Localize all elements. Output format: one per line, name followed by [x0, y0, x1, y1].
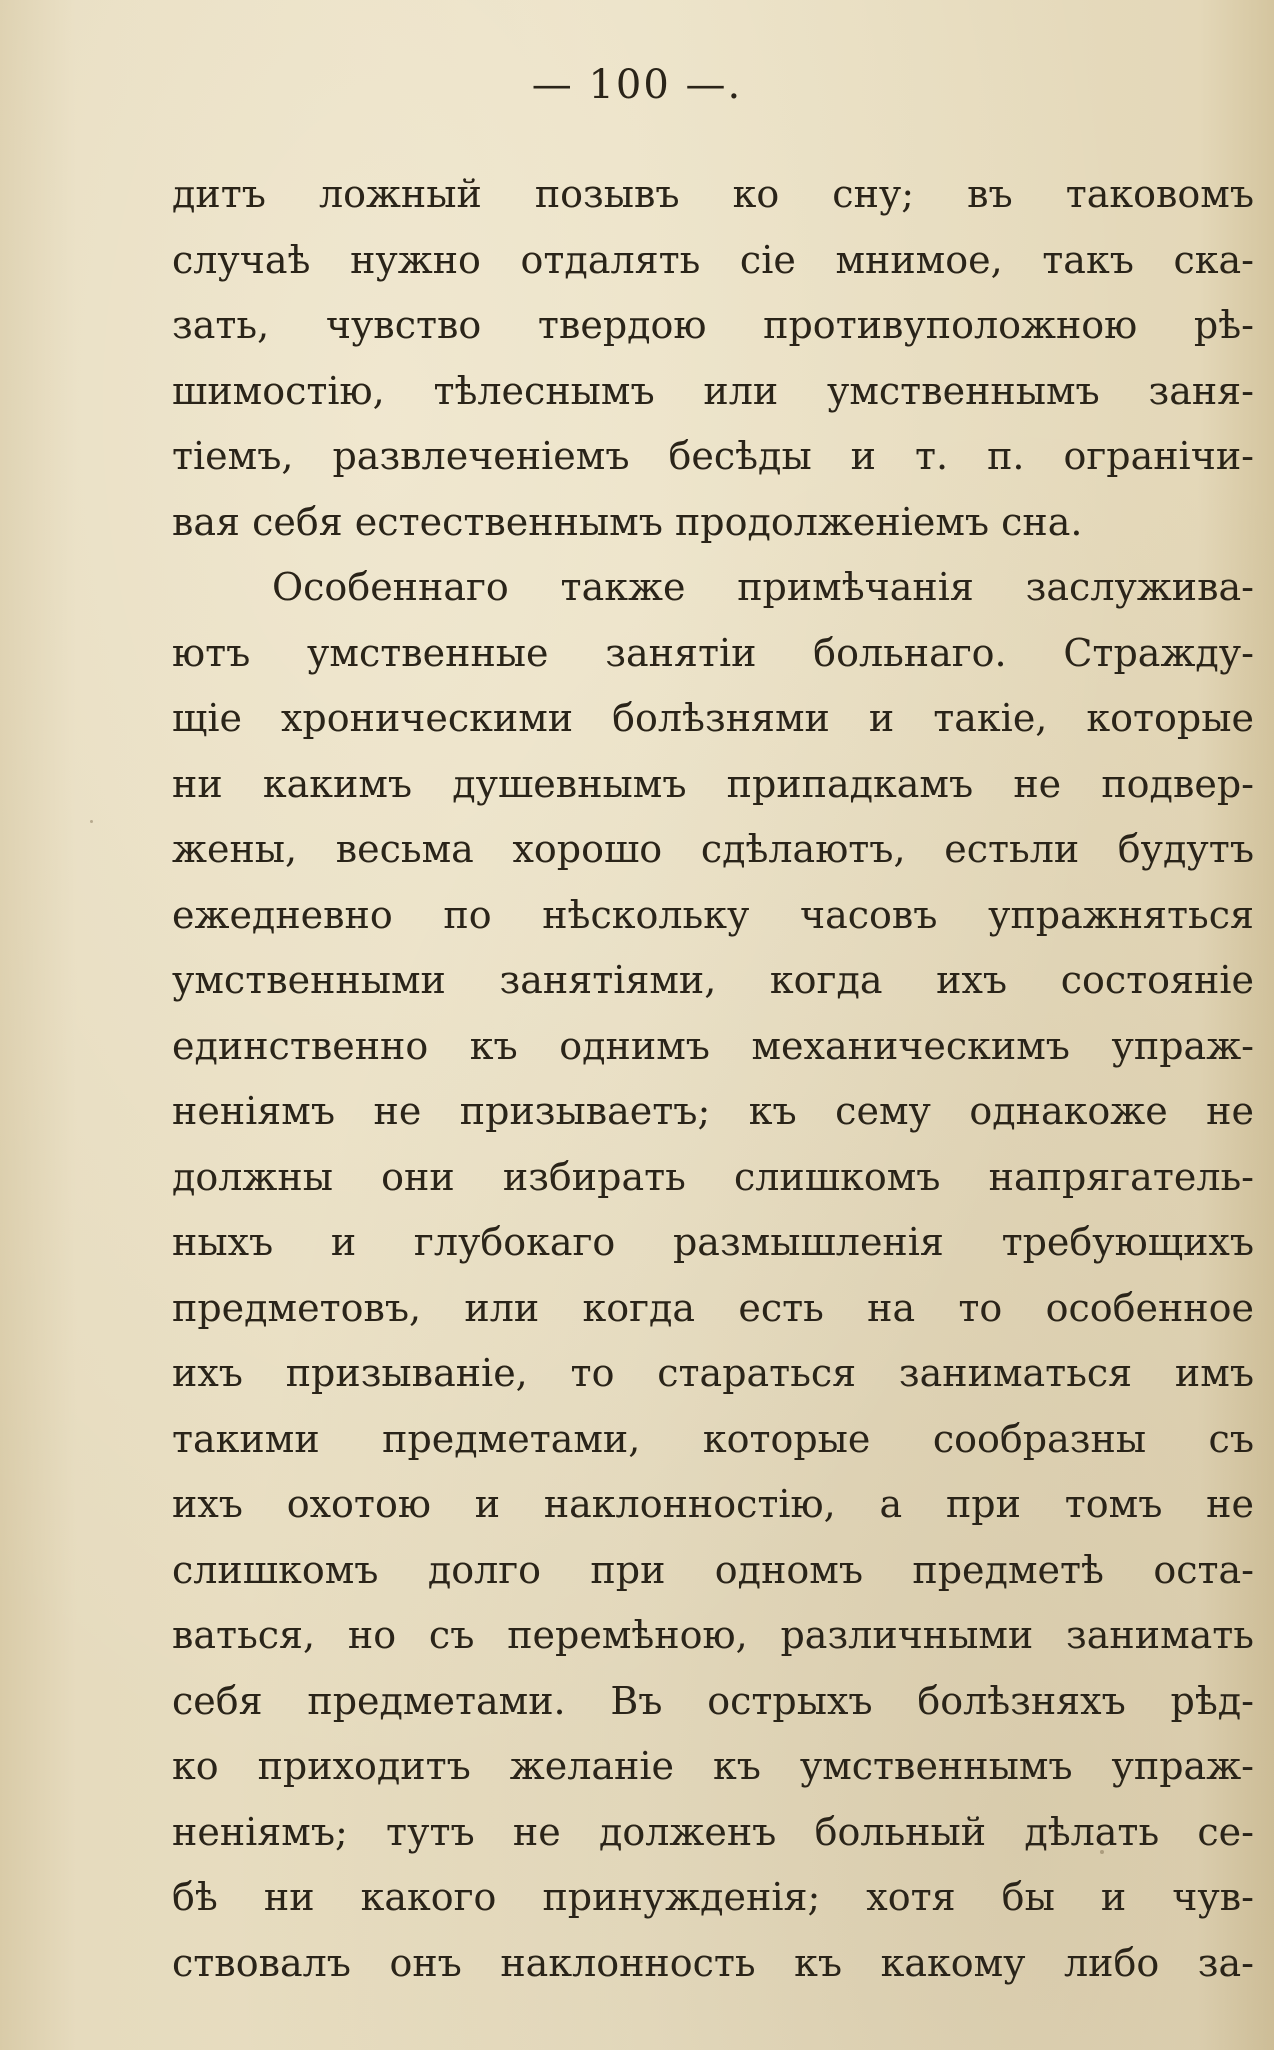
paper-spot	[640, 1960, 643, 1963]
text-line: Особеннаго также примѣчанія заслужива-	[272, 565, 1254, 609]
text-line: жены, весьма хорошо сдѣлаютъ, естьли будутъ	[172, 827, 1254, 871]
text-line: щіе хроническими болѣзнями и такіе, которые	[172, 696, 1254, 740]
text-line: дитъ ложный позывъ ко сну; въ таковомъ	[172, 172, 1254, 216]
text-line: слишкомъ долго при одномъ предметѣ оста-	[172, 1547, 1254, 1592]
text-line: неніямъ; тутъ не долженъ больный дѣлать се-	[172, 1809, 1254, 1854]
text-line: предметовъ, или когда есть на то особенное	[172, 1285, 1254, 1330]
text-line: ежедневно по нѣскольку часовъ упражняться	[172, 892, 1254, 937]
text-line: ныхъ и глубокаго размышленія требующихъ	[172, 1220, 1254, 1264]
text-line: должны они избирать слишкомъ напрягатель-	[172, 1154, 1254, 1199]
text-line: ютъ умственные занятіи больнаго. Стражду-	[172, 630, 1254, 675]
paper-spot	[90, 820, 93, 823]
text-line: ко приходитъ желаніе къ умственнымъ упраж-	[172, 1744, 1254, 1788]
body-text	[172, 162, 1254, 1996]
text-line: такими предметами, которые сообразны съ	[172, 1416, 1254, 1461]
text-line: случаѣ нужно отдалять сіе мнимое, такъ ска-	[172, 237, 1254, 282]
text-line: ни какимъ душевнымъ припадкамъ не подвер-	[172, 761, 1254, 806]
page-number: — 100 —.	[531, 62, 743, 108]
paper-spot	[1100, 1850, 1104, 1854]
text-line: тіемъ, развлеченіемъ бесѣды и т. п. огранічи-	[172, 434, 1254, 478]
text-line: ваться, но съ перемѣною, различными занимать	[172, 1613, 1254, 1657]
text-line: ихъ охотою и наклонностію, а при томъ не	[172, 1482, 1254, 1526]
text-line: ствовалъ онъ наклонность къ какому либо за-	[172, 1940, 1254, 1985]
text-line: зать, чувство твердою противуположною рѣ-	[172, 303, 1254, 347]
text-line: себя предметами. Въ острыхъ болѣзняхъ рѣд-	[172, 1678, 1254, 1723]
text-line: вая себя естественнымъ продолженіемъ сна.	[172, 499, 1083, 544]
text-line: бѣ ни какого принужденія; хотя бы и чув-	[172, 1875, 1254, 1919]
text-line: ихъ призываніе, то стараться заниматься имъ	[172, 1351, 1254, 1395]
text-line: неніямъ не призываетъ; къ сему однакоже не	[172, 1089, 1254, 1133]
text-line: единственно къ однимъ механическимъ упраж-	[172, 1023, 1254, 1068]
text-line: умственными занятіями, когда ихъ состояніе	[172, 958, 1254, 1002]
text-line: шимостію, тѣлеснымъ или умственнымъ заня-	[172, 368, 1254, 413]
